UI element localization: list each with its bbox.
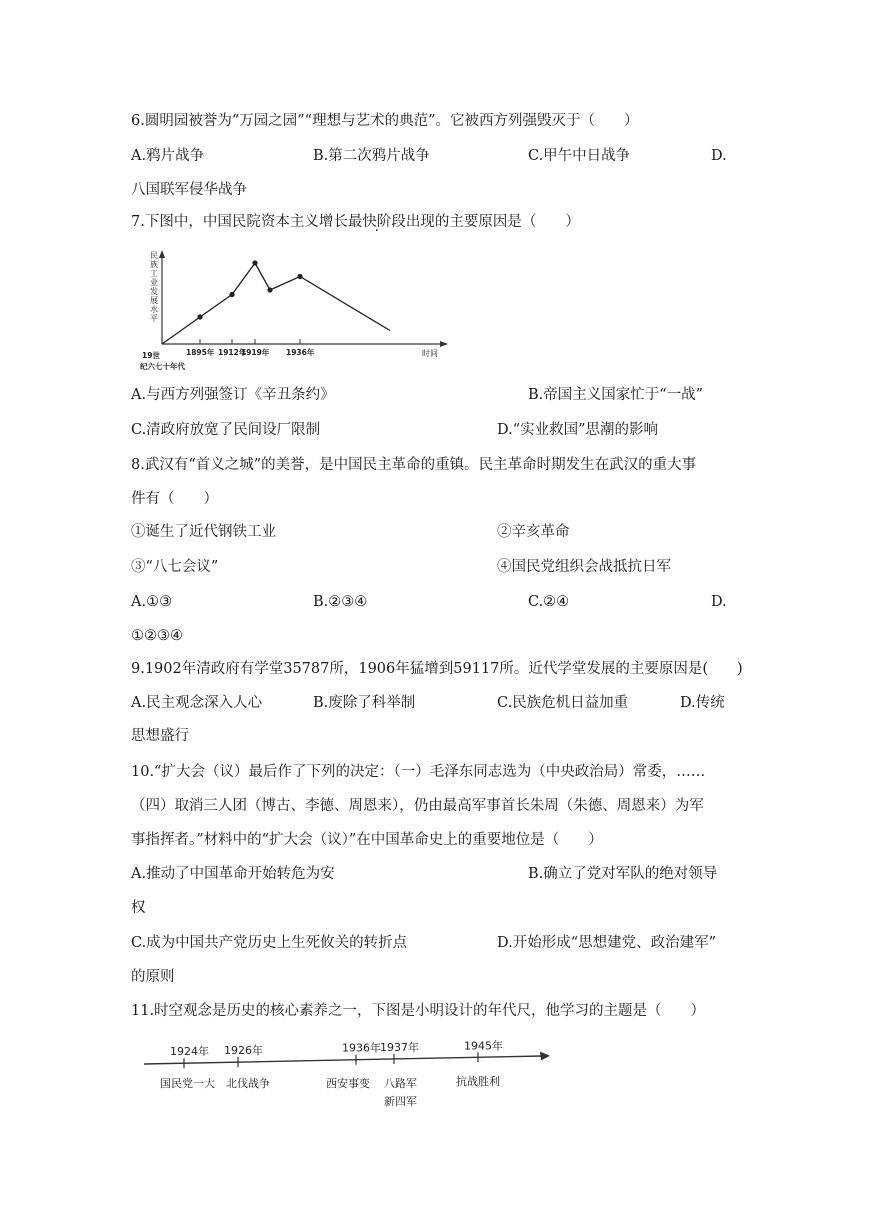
timeline-event-label: 新四军: [384, 1095, 417, 1108]
chart-ylabel-char: 民: [150, 251, 158, 260]
chart-point: [197, 314, 202, 319]
q8-statement-3: ③“八七会议”: [131, 559, 219, 575]
q8-option-b: B.②③④: [313, 594, 368, 610]
q9-option-d: D.传统: [680, 695, 725, 711]
q10-option-b: B.确立了党对军队的绝对领导: [528, 866, 718, 882]
chart-ylabel-char: 水: [150, 305, 158, 314]
timeline-event-label: 北伐战争: [226, 1077, 270, 1090]
q10-option-a: A.推动了中国革命开始转危为安: [131, 866, 335, 882]
chart-tick-label: 1936年: [286, 348, 315, 357]
chart-tick-label: 纪六七十年代: [140, 362, 185, 371]
q9-option-b: B.废除了科举制: [313, 695, 416, 711]
chart-ylabel-char: 工: [150, 269, 158, 278]
chart-ylabel-char: 展: [150, 296, 158, 305]
q10-stem-line1: 10.“扩大会（议）最后作了下列的决定：（一）毛泽东同志选为（中央政治局）常委，……: [131, 764, 706, 780]
q6-option-b: B.第二次鸦片战争: [313, 148, 430, 164]
q6-option-d-cont: 八国联军侵华战争: [131, 182, 247, 198]
timeline-event-label: 西安事变: [326, 1077, 370, 1090]
timeline-marks: [160, 1038, 503, 1108]
chart-y-arrow: [159, 250, 165, 258]
q11-stem: 11.时空观念是历史的核心素养之一，下图是小明设计的年代尺，他学习的主题是（ ）: [131, 1003, 706, 1019]
q9-option-a: A.民主观念深入人心: [131, 695, 263, 711]
q6-stem: 6.圆明园被誉为“万园之园”“理想与艺术的典范”。它被西方列强毁灭于（ ）: [131, 113, 639, 129]
chart-point: [267, 287, 272, 292]
chart-ylabel: [150, 251, 158, 323]
q6-option-c: C.甲午中日战争: [528, 148, 631, 164]
q9-option-d-cont: 思想盛行: [131, 728, 189, 744]
chart-tick-label: 1912年: [218, 348, 247, 357]
q10-option-d: D.开始形成“思想建党、政治建军”: [497, 935, 717, 951]
timeline-year-label: 1926年: [224, 1044, 263, 1058]
timeline-year-label: 1937年: [380, 1040, 419, 1054]
q8-statement-2: ②辛亥革命: [497, 524, 570, 540]
chart-series-line: [162, 263, 390, 344]
q9-option-c: C.民族危机日益加重: [497, 695, 629, 711]
chart-ylabel-char: 平: [150, 314, 158, 323]
chart-tick-label: 1919年: [241, 348, 270, 357]
q7-stem-post: 出现的主要原因是（ ）: [405, 214, 580, 230]
timeline-year-label: 1924年: [170, 1045, 209, 1059]
chart-point: [297, 274, 302, 279]
q8-stem-line2: 件有（ ）: [131, 491, 218, 507]
chart-line: [162, 260, 390, 344]
chart-tick-label: 1895年: [186, 348, 215, 357]
q7-option-a: A.与西方列强签订《辛丑条约》: [131, 387, 335, 403]
timeline-year-label: 1945年: [464, 1039, 503, 1053]
chart-point: [229, 292, 234, 297]
chart-ylabel-char: 族: [150, 260, 158, 269]
q10-option-c: C.成为中国共产党历史上生死攸关的转折点: [131, 935, 408, 951]
chart-ylabel-char: 业: [150, 278, 158, 287]
q8-option-a: A.①③: [131, 594, 173, 610]
q9-stem: 9.1902年清政府有学堂35787所，1906年猛增到59117所。近代学堂发展的主要原因是( ): [131, 661, 743, 677]
timeline-arrow: [540, 1052, 550, 1061]
chart-point: [252, 260, 257, 265]
chart-tick-label: 19世: [142, 351, 160, 360]
q8-stem-line1: 8.武汉有“首义之城”的美誉，是中国民主革命的重镇。民主革命时期发生在武汉的重大事: [131, 457, 697, 473]
q8-statement-1: ①诞生了近代钢铁工业: [131, 524, 276, 540]
q6-option-a: A.鸦片战争: [131, 148, 205, 164]
q10-stem-line2: （四）取消三人团（博古、李德、周恩来），仍由最高军事首长朱周（朱德、周恩来）为军: [131, 798, 704, 814]
q7-option-c: C.清政府放宽了民间设厂限制: [131, 422, 321, 438]
year-timeline: [138, 1034, 558, 1114]
chart-xlabel: 时间: [422, 349, 438, 358]
chart-x-arrow: [440, 341, 448, 347]
chart-axes: [159, 250, 448, 347]
chart-ylabel-char: 发: [150, 287, 158, 296]
timeline-event-label: 国民党一大: [160, 1077, 215, 1090]
q6-option-d: D.: [711, 148, 727, 164]
q7-stem: [131, 213, 580, 231]
industry-line-chart: [140, 246, 450, 376]
q8-option-c: C.②④: [528, 594, 570, 610]
q7-option-b: B.帝国主义国家忙于“一战”: [528, 387, 704, 403]
timeline-event-label: 八路军: [384, 1077, 417, 1090]
q7-stem-emphasis: 最快阶段: [347, 214, 406, 230]
q8-option-d: D.: [711, 594, 727, 610]
q10-option-b-cont: 权: [131, 900, 146, 916]
q8-statement-4: ④国民党组织会战抵抗日军: [497, 559, 671, 575]
q7-option-d: D.“实业救国”思潮的影响: [497, 422, 659, 438]
timeline-event-label: 抗战胜利: [456, 1075, 500, 1088]
q8-option-d-cont: ①②③④: [131, 628, 183, 644]
q10-option-d-cont: 的原则: [131, 969, 175, 985]
timeline-year-label: 1936年: [342, 1041, 381, 1055]
q10-stem-line3: 事指挥者。”材料中的“扩大会（议）”在中国革命史上的重要地位是（ ）: [131, 832, 603, 848]
q7-stem-pre: 7.下图中，中国民院资本主义增长: [131, 214, 348, 230]
